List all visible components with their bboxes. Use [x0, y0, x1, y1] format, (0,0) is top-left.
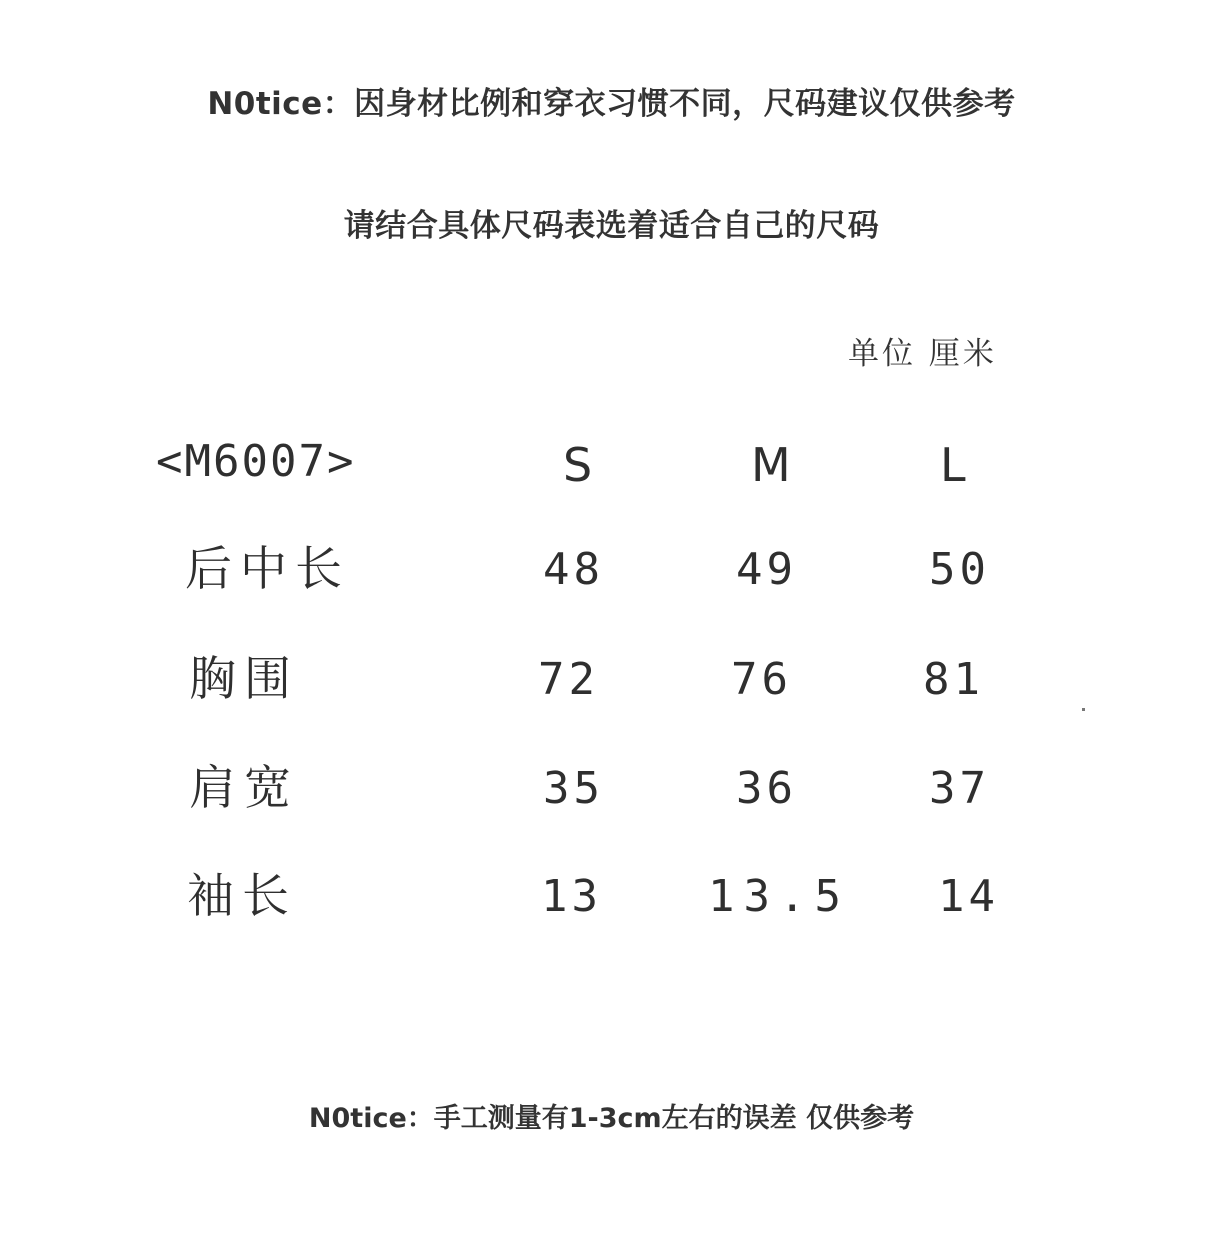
- table-cell: 49: [736, 544, 797, 595]
- size-header-l: L: [940, 438, 972, 492]
- row-label-shoulder: 肩宽: [189, 761, 299, 816]
- table-cell: 35: [543, 763, 604, 814]
- notice-heading: N0tice：因身材比例和穿衣习惯不同，尺码建议仅供参考: [207, 86, 1016, 122]
- table-cell: 76: [731, 654, 792, 705]
- table-cell: 72: [538, 654, 599, 705]
- table-cell: 13: [541, 871, 602, 922]
- table-cell: 81: [923, 654, 984, 705]
- row-label-back-length: 后中长: [185, 542, 350, 597]
- table-cell: 36: [736, 763, 797, 814]
- table-cell: 14: [938, 871, 999, 922]
- row-label-chest: 胸围: [189, 652, 299, 707]
- size-header-m: M: [751, 438, 797, 492]
- table-cell: 13.5: [708, 871, 850, 922]
- table-cell: 37: [929, 763, 990, 814]
- product-code: <M6007>: [156, 436, 356, 487]
- size-header-s: S: [563, 438, 599, 492]
- notice-subheading: 请结合具体尺码表选着适合自己的尺码: [343, 208, 880, 244]
- row-label-sleeve: 袖长: [187, 869, 297, 924]
- table-cell: 50: [929, 544, 990, 595]
- speck: [1082, 708, 1085, 711]
- measurement-notice: N0tice：手工测量有1-3cm左右的误差 仅供参考: [308, 1103, 915, 1134]
- unit-label: 单位 厘米: [848, 336, 997, 372]
- table-cell: 48: [543, 544, 604, 595]
